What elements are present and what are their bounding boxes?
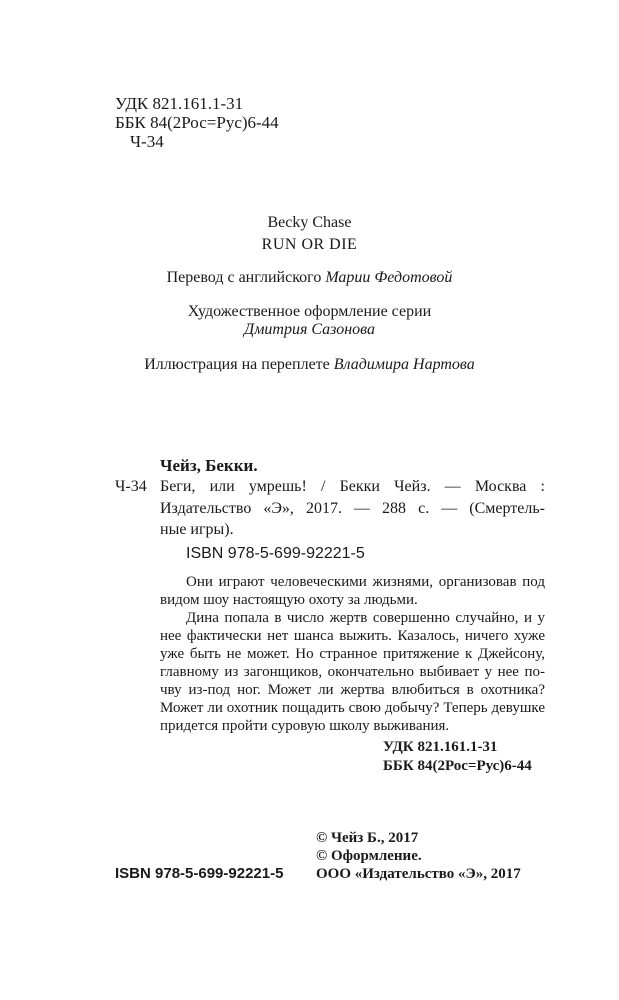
original-author: Becky Chase — [267, 214, 352, 231]
catalog-line: ные игры). — [160, 521, 234, 538]
footer-isbn: ISBN 978-5-699-92221-5 — [115, 865, 284, 882]
copyright-design: © Оформление. — [316, 848, 422, 864]
original-title: RUN OR DIE — [261, 236, 358, 253]
annotation-line: уже быть не может. Но странное притяжение к Джейсону, — [160, 646, 545, 662]
translation-credit — [0, 268, 619, 288]
annotation-line: видом шоу настоящую охоту за людьми. — [160, 592, 418, 608]
annotation-line: Дина попала в число жертв совершенно случайно, и у — [186, 610, 545, 626]
translator-name: Марии Федотовой — [325, 269, 453, 286]
catalog-heading: Чейз, Бекки. — [160, 456, 258, 475]
catalog-line: Издательство «Э», 2017. — 288 с. — (Смертель- — [160, 500, 545, 517]
catalog-isbn: ISBN 978-5-699-92221-5 — [186, 545, 365, 562]
udk-code: УДК 821.161.1-31 — [115, 94, 244, 113]
illustration-credit — [0, 355, 619, 375]
copyright-author: © Чейз Б., 2017 — [316, 830, 419, 846]
annotation-line: главному из загонщиков, окончательно выбивает у нее по- — [160, 664, 545, 680]
catalog-line: Беги, или умрешь! / Бекки Чейз. — Москва : — [160, 478, 545, 495]
annotation-bbk: ББК 84(2Рос=Рус)6-44 — [383, 758, 532, 774]
bbk-code: ББК 84(2Рос=Рус)6-44 — [115, 113, 279, 132]
design-credit-label: Художественное оформление серии — [187, 303, 432, 320]
annotation-line: Они играют человеческими жизнями, организовав под — [186, 574, 545, 590]
illustration-prefix: Иллюстрация на переплете — [144, 356, 330, 373]
translation-prefix: Перевод с английского — [166, 269, 322, 286]
annotation-line: Может ли охотник пощадить свою добычу? Теперь девушке — [160, 700, 545, 716]
catalog-mark: Ч-34 — [115, 478, 147, 495]
annotation-line: придется пройти суровую школу выживания. — [160, 718, 450, 734]
designer-name: Дмитрия Сазонова — [244, 321, 375, 338]
author-mark: Ч-34 — [130, 132, 164, 151]
copyright-publisher: ООО «Издательство «Э», 2017 — [316, 866, 521, 882]
illustrator-name: Владимира Нартова — [333, 356, 475, 373]
annotation-line: чву из-под ног. Может ли жертва влюбиться в охотника? — [160, 682, 545, 698]
annotation-line: нее фактически нет шанса выжить. Казалось, ничего хуже — [160, 628, 545, 644]
annotation-udk: УДК 821.161.1-31 — [383, 739, 498, 755]
